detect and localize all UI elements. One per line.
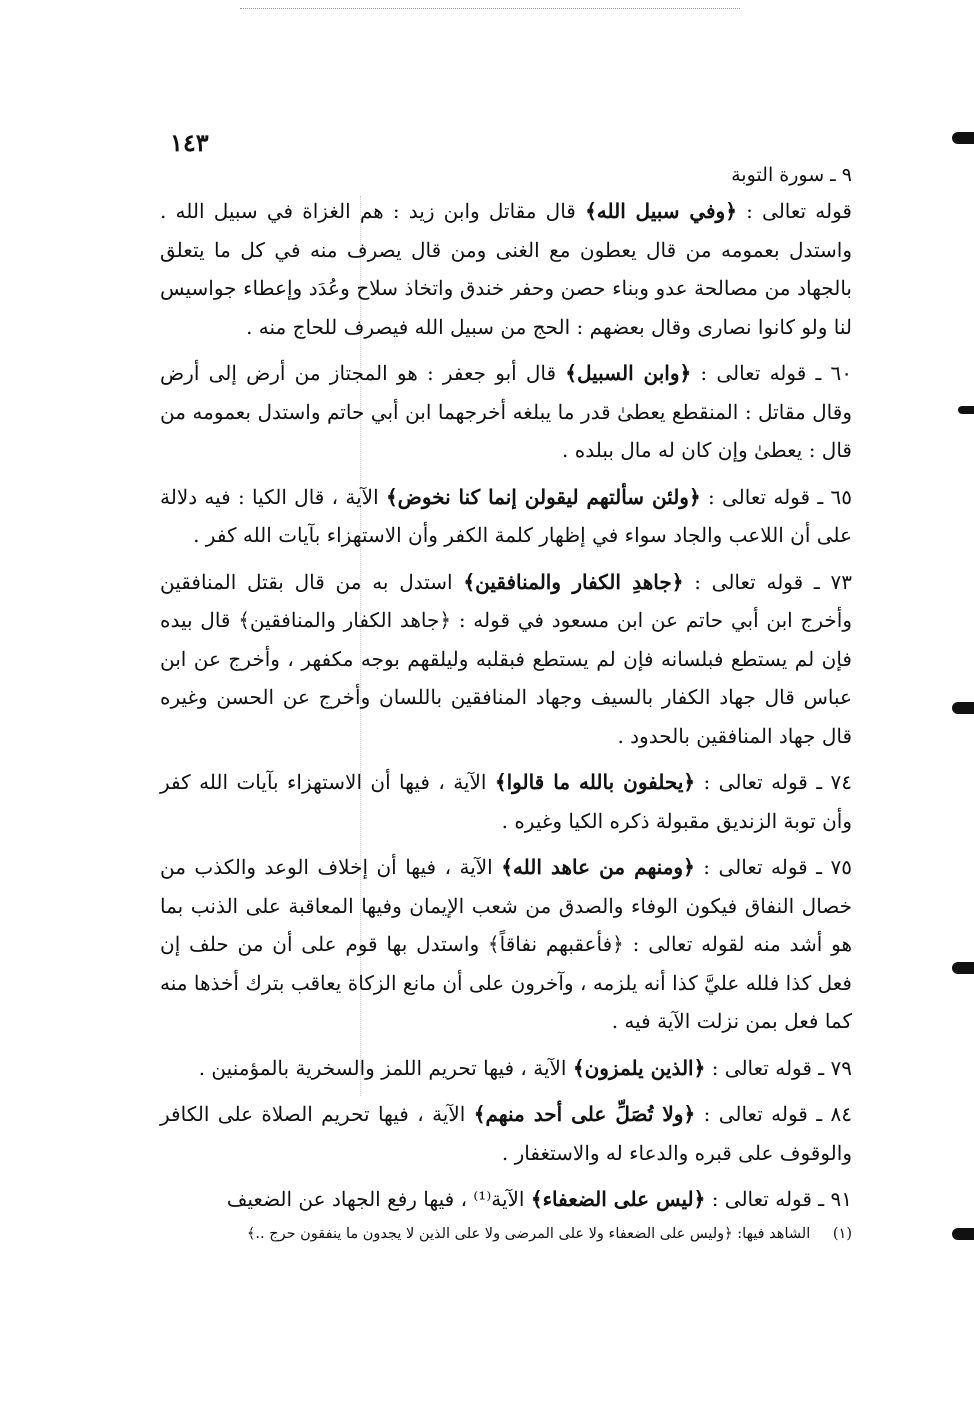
verse-quote: ﴿ولئن سألتهم ليقولن إنما كنا نخوض﴾ [385,484,701,509]
paragraph-60: ٦٠ ـ قوله تعالى : ﴿وابن السبيل﴾ قال أبو جعفر : هو المجتاز من أرض إلى أرض وقال مقاتل : المنقطع يعطىٰ قدر ما يبلغه أخرجهما ابن أبي حاتم واستدل بعمومه من قال : يعطىٰ وإن كان له مال ببلده . [160,361,852,462]
verse-quote: ﴿وابن السبيل﴾ [565,361,692,385]
paragraph-74: ٧٤ ـ قوله تعالى : ﴿يحلفون بالله ما قالوا﴾ الآية ، فيها أن الاستهزاء بآيات الله كفر وأن توبة الزنديق مقبولة ذكره الكيا وغيره . [160,770,852,833]
margin-bracket-mark [958,406,974,414]
paragraph-73: ٧٣ ـ قوله تعالى : ﴿جاهدِ الكفار والمنافقين﴾ استدل به من قال بقتل المنافقين وأخرج ابن أبي حاتم عن ابن مسعود في قوله : ﴿جاهد الكفار والمنافقين﴾ قال بيده فإن لم يستطع فبلسانه فإن لم يستطع فبقلبه وليلقهم بوجه مكفهر ، وأخرج عن ابن عباس قال جهاد الكفار بالسيف وجهاد المنافقين باللسان وأخرج عن الحسن وغيره قال جهاد المنافقين بالحدود . [160,569,852,748]
verse-quote: ﴿ولا تُصَلِّ على أحد منهم﴾ [473,1102,696,1126]
verse-quote: ﴿ومنهم من عاهد الله﴾ [501,855,695,879]
page-body [160,192,852,1227]
verse-quote: ﴿الذين يلمزون﴾ [572,1055,706,1080]
verse-quote: ﴿يحلفون بالله ما قالوا﴾ [494,770,696,794]
verse-quote: ﴿وفي سبيل الله﴾ [585,199,737,223]
paragraph-79: ٧٩ ـ قوله تعالى : ﴿الذين يلمزون﴾ الآية ، فيها تحريم اللمز والسخرية بالمؤمنين . [198,1055,852,1080]
verse-quote: ﴿ليس على الضعفاء﴾ [530,1187,706,1211]
paragraph-65: ٦٥ ـ قوله تعالى : ﴿ولئن سألتهم ليقولن إنما كنا نخوض﴾ الآية ، قال الكيا : فيه دلالة على أن اللاعب والجاد سواء في إظهار كلمة الكفر وأن الاستهزاء بآيات الله كفر . [160,484,852,547]
footnote-mark: (١) [832,1226,852,1242]
verse-quote: ﴿جاهدِ الكفار والمنافقين﴾ [463,569,684,594]
margin-bracket-mark [952,962,974,974]
footnote [160,1222,852,1246]
margin-bracket-mark [952,1228,974,1240]
margin-bracket-mark [952,132,974,144]
chapter-title: ٩ ـ سورة التوبة [731,164,852,186]
paragraph-75: ٧٥ ـ قوله تعالى : ﴿ومنهم من عاهد الله﴾ الآية ، فيها أن إخلاف الوعد والكذب من خصال النفاق فيكون الوفاء والصدق من شعب الإيمان وفيها المعاقبة على الذنب بما هو أشد منه لقوله تعالى : ﴿فأعقبهم نفاقاً﴾ واستدل بها قوم على أن من حلف إن فعل كذا فلله عليَّ كذا أنه يلزمه ، وآخرون على أن مانع الزكاة يعاقب بترك أخذها منه كما فعل بمن نزلت الآية فيه . [160,855,852,1033]
paragraph-84: ٨٤ ـ قوله تعالى : ﴿ولا تُصَلِّ على أحد منهم﴾ الآية ، فيها تحريم الصلاة على الكافر والوقوف على قبره والدعاء له والاستغفار . [160,1102,852,1165]
paragraph-1: قوله تعالى : ﴿وفي سبيل الله﴾ قال مقاتل وابن زيد : هم الغزاة في سبيل الله . واستدل بعمومه من قال يعطون مع الغنى ومن قال يصرف منه في كل ما يتعلق بالجهاد من مصالحة عدو وبناء حصن وحفر خندق واتخاذ سلاح وعُدَد وإعطاء جواسيس لنا ولو كانوا نصارى وقال بعضهم : الحج من سبيل الله فيصرف للحاج منه . [160,199,852,339]
margin-bracket-mark [952,702,974,714]
page-number: ١٤٣ [170,128,209,157]
footnote-text: الشاهد فيها: ﴿وليس على الضعفاء ولا على المرضى ولا على الذين لا يجدون ما ينفقون حرج ..﴾ [246,1226,811,1242]
paragraph-91: ٩١ ـ قوله تعالى : ﴿ليس على الضعفاء﴾ الآية⁽¹⁾ ، فيها رفع الجهاد عن الضعيف [226,1187,852,1211]
top-rule [240,8,740,9]
page-header [160,128,852,186]
